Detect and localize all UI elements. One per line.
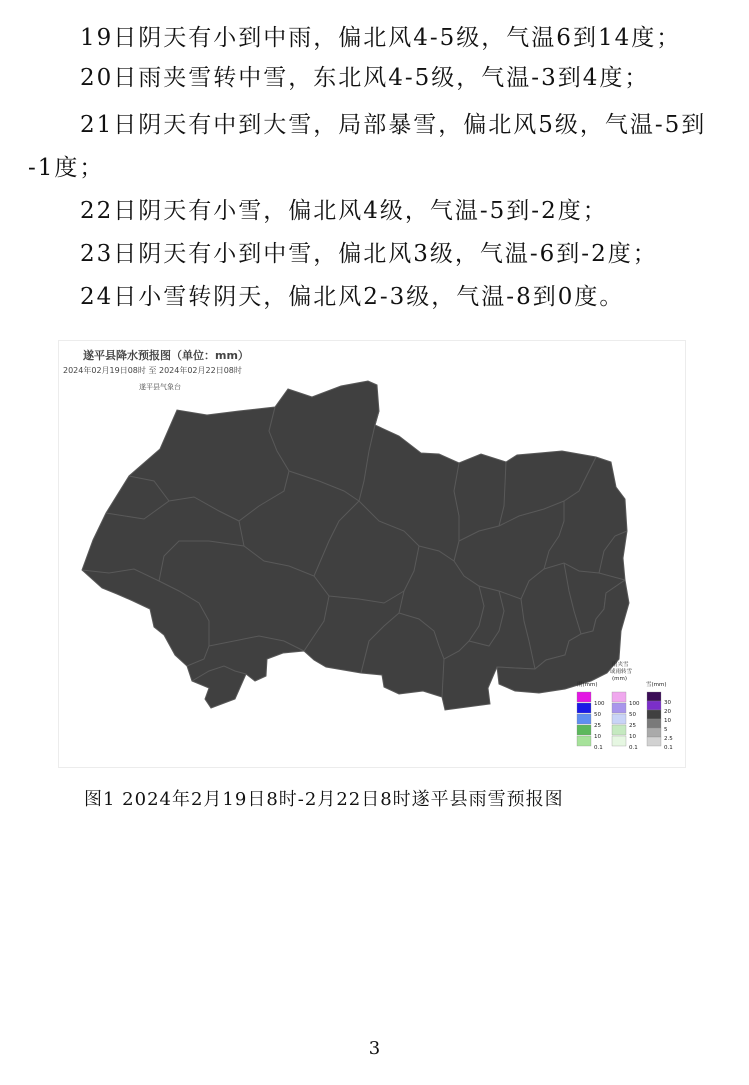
legend-snow-swatch-10 xyxy=(647,710,661,719)
forecast-line-20: 20日雨夹雪转中雪，东北风4-5级，气温-3到4度； xyxy=(80,65,650,91)
legend-rain-label-50: 50 xyxy=(594,712,601,718)
figure-caption: 图1 2024年2月19日8时-2月22日8时遂平县雨雪预报图 xyxy=(84,789,564,810)
forecast-line-21: 21日阴天有中到大雪，局部暴雪，偏北风5级，气温-5到 xyxy=(80,112,707,138)
legend-sleet-label-0-1: 0.1 xyxy=(629,745,638,751)
legend-snow-label-20: 20 xyxy=(664,709,671,715)
forecast-line-23: 23日阴天有小到中雪，偏北风3级，气温-6到-2度； xyxy=(80,241,658,267)
legend-snow-swatch-0-1 xyxy=(647,737,661,746)
legend-snow-label-10: 10 xyxy=(664,718,671,724)
legend-rain-swatch-50 xyxy=(577,703,591,713)
legend-rain-title: 雨(mm) xyxy=(577,682,598,688)
legend-snow-label-5: 5 xyxy=(664,727,668,733)
legend-sleet-label-50: 50 xyxy=(629,712,636,718)
legend-rain-swatch-10 xyxy=(577,725,591,735)
forecast-line-19: 19日阴天有小到中雨，偏北风4-5级，气温6到14度； xyxy=(80,25,682,51)
forecast-line-21-cont: -1度； xyxy=(28,155,105,181)
legend-sleet-label-25: 25 xyxy=(629,723,636,729)
map-issuer: 遂平县气象台 xyxy=(139,383,181,391)
legend-sleet-swatch-25 xyxy=(612,714,626,724)
forecast-line-22: 22日阴天有小雪，偏北风4级，气温-5到-2度； xyxy=(80,198,608,224)
legend-snow-swatch-30 xyxy=(647,692,661,701)
legend-sleet xyxy=(610,660,640,751)
legend-snow-label-2-5: 2.5 xyxy=(664,736,673,742)
legend-rain-label-0-1: 0.1 xyxy=(594,745,603,751)
legend-snow-swatch-2-5 xyxy=(647,728,661,737)
legend-rain-label-25: 25 xyxy=(594,723,601,729)
map-title: 遂平县降水预报图（单位：mm） xyxy=(83,349,249,362)
legend-rain-label-10: 10 xyxy=(594,734,601,740)
legend-sleet-swatch-50 xyxy=(612,703,626,713)
legend-snow xyxy=(646,680,673,751)
legend-snow-swatch-20 xyxy=(647,701,661,710)
legend-sleet-label-100: 100 xyxy=(629,701,640,707)
legend-sleet-label-10: 10 xyxy=(629,734,636,740)
legend-rain-swatch-0-1 xyxy=(577,736,591,746)
legend-snow-swatch-5 xyxy=(647,719,661,728)
legend-sleet-title-line1: 雨夹雪 xyxy=(612,662,629,668)
legend-rain-swatch-25 xyxy=(577,714,591,724)
page-number: 3 xyxy=(368,1038,381,1059)
legend-sleet-swatch-10 xyxy=(612,725,626,735)
legend-sleet-swatch-0-1 xyxy=(612,736,626,746)
precipitation-forecast-map xyxy=(58,340,686,768)
map-time-range: 2024年02月19日08时 至 2024年02月22日08时 xyxy=(63,366,242,375)
legend-snow-label-30: 30 xyxy=(664,700,671,706)
county-map-svg xyxy=(59,341,685,767)
legend-rain-swatch-100 xyxy=(577,692,591,702)
forecast-line-24: 24日小雪转阴天，偏北风2-3级，气温-8到0度。 xyxy=(80,284,625,310)
legend-snow-label-0-1: 0.1 xyxy=(664,745,673,751)
legend-rain-label-100: 100 xyxy=(594,701,605,707)
legend-sleet-unit: (mm) xyxy=(612,676,628,682)
legend-snow-title: 雪(mm) xyxy=(646,682,667,688)
legend-rain xyxy=(577,681,605,751)
legend-sleet-swatch-100 xyxy=(612,692,626,702)
legend-sleet-title-line2: 或雨转雪 xyxy=(610,669,633,675)
